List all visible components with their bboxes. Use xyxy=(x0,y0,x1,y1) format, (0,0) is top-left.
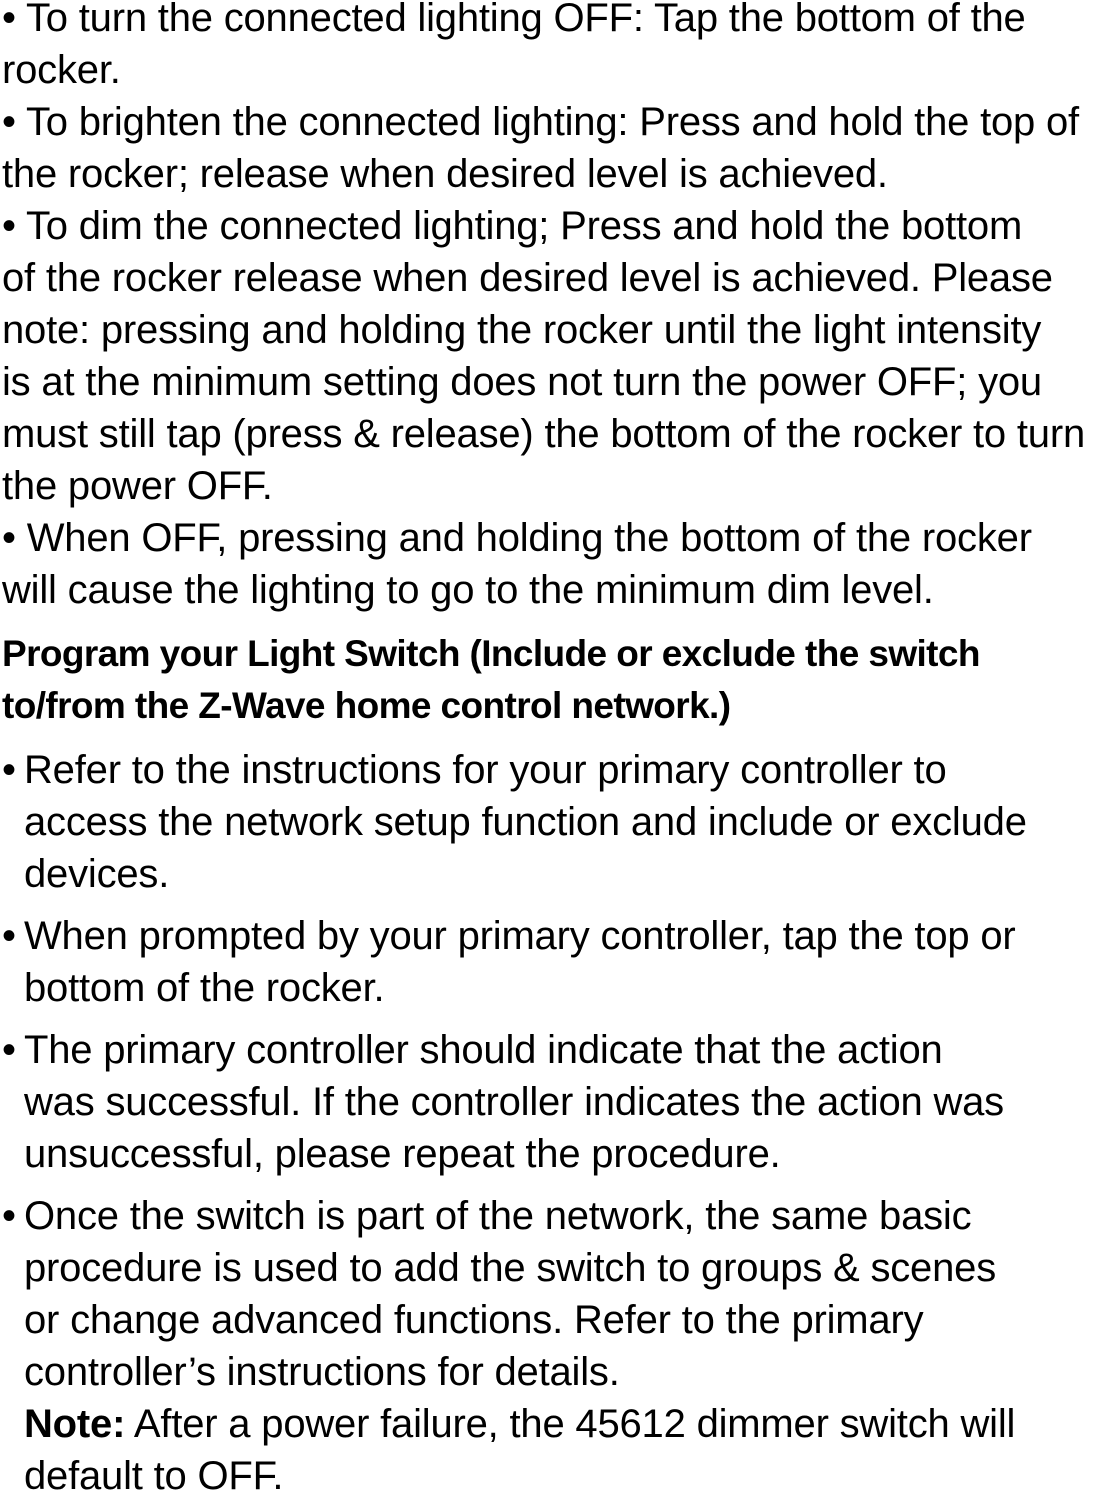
note-line-2: default to OFF. xyxy=(24,1454,284,1498)
intro-line-1: • To turn the connected lighting OFF: Tap the bottom of the xyxy=(2,0,1026,40)
list-item-line: was successful. If the controller indicates the action was xyxy=(24,1080,1004,1124)
section-heading-line-1: Program your Light Switch (Include or exclude the switch xyxy=(2,633,980,674)
note-label: Note: xyxy=(24,1402,126,1446)
note-text: After a power failure, the 45612 dimmer switch will xyxy=(125,1402,1016,1446)
section-heading-line-2: to/from the Z-Wave home control network.) xyxy=(2,685,731,726)
list-item-line: bottom of the rocker. xyxy=(24,966,385,1010)
intro-line-2: rocker. xyxy=(2,48,121,92)
list-item-line: devices. xyxy=(24,852,170,896)
list-item-line: controller’s instructions for details. xyxy=(24,1350,620,1394)
note-line-1 xyxy=(24,1398,1015,1450)
intro-line-7: note: pressing and holding the rocker until the light intensity xyxy=(2,308,1042,352)
intro-line-11: • When OFF, pressing and holding the bottom of the rocker xyxy=(2,516,1032,560)
list-item-line: unsuccessful, please repeat the procedure. xyxy=(24,1132,781,1176)
list-item-line: The primary controller should indicate that the action xyxy=(24,1028,943,1072)
list-item-line: access the network setup function and include or exclude xyxy=(24,800,1027,844)
bullet-glyph: • xyxy=(2,914,17,958)
intro-line-10: the power OFF. xyxy=(2,464,273,508)
list-item-line: Once the switch is part of the network, the same basic xyxy=(24,1194,972,1238)
list-item-line: procedure is used to add the switch to groups & scenes xyxy=(24,1246,996,1290)
list-item-line: Refer to the instructions for your primary controller to xyxy=(24,748,947,792)
list-item-line: or change advanced functions. Refer to the primary xyxy=(24,1298,924,1342)
intro-line-5: • To dim the connected lighting; Press and hold the bottom xyxy=(2,204,1023,248)
bullet-glyph: • xyxy=(2,748,17,792)
intro-line-12: will cause the lighting to go to the minimum dim level. xyxy=(2,568,934,612)
bullet-glyph: • xyxy=(2,1194,17,1238)
intro-line-3: • To brighten the connected lighting: Press and hold the top of xyxy=(2,100,1079,144)
intro-line-8: is at the minimum setting does not turn the power OFF; you xyxy=(2,360,1042,404)
list-item-line: When prompted by your primary controller, tap the top or xyxy=(24,914,1016,958)
intro-line-9: must still tap (press & release) the bottom of the rocker to turn xyxy=(2,412,1086,456)
bullet-glyph: • xyxy=(2,1028,17,1072)
intro-line-4: the rocker; release when desired level is achieved. xyxy=(2,152,888,196)
intro-line-6: of the rocker release when desired level is achieved. Please xyxy=(2,256,1053,300)
